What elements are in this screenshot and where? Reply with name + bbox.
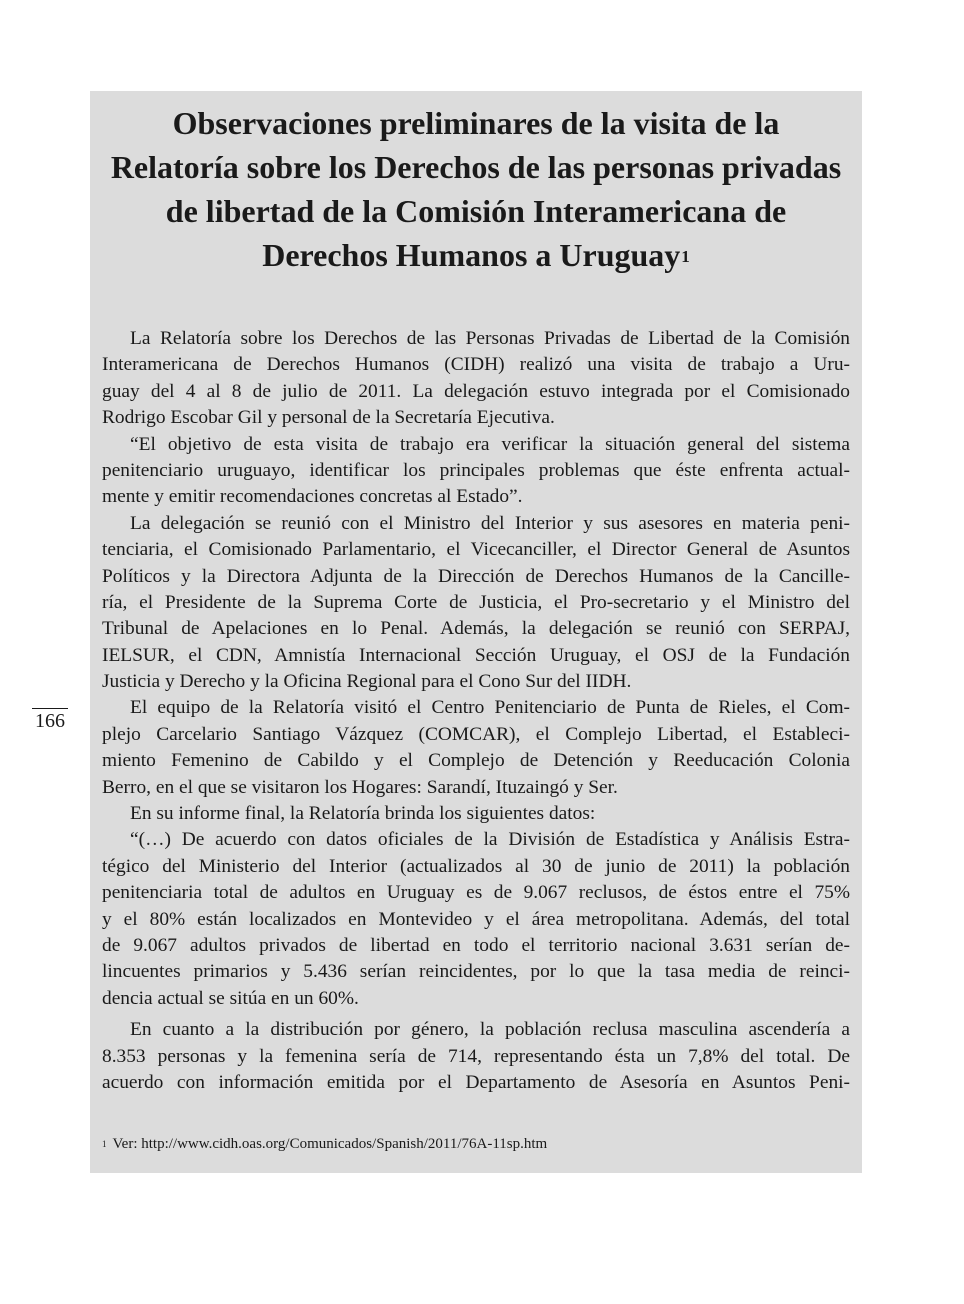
text-line: mente y emitir recomendaciones concretas al Estado”. xyxy=(102,486,523,508)
text-line: 8.353 personas y la femenina sería de 714, representando ésta un 7,8% del total. De xyxy=(102,1045,850,1067)
title-line: de libertad de la Comisión Interamericana de xyxy=(165,193,787,229)
text-line: En cuanto a la distribución por género, la población reclusa masculina ascendería a xyxy=(130,1019,850,1041)
text-line: acuerdo con información emitida por el Departamento de Asesoría en Asuntos Peni- xyxy=(102,1071,850,1093)
text-line: y el 80% están localizados en Montevideo y el área metropolitana. Además, del total xyxy=(102,908,850,930)
footnote-text: Ver: http://www.cidh.oas.org/Comunicados/Spanish/2011/76A-11sp.htm xyxy=(112,1136,548,1152)
text-line: “El objetivo de esta visita de trabajo era verificar la situación general del sistema xyxy=(130,433,850,455)
text-line: tégico del Ministerio del Interior (actualizados al 30 de junio de 2011) la población xyxy=(102,855,850,877)
title-line: Relatoría sobre los Derechos de las personas privadas xyxy=(110,149,842,185)
text-line: Berro, en el que se visitaron los Hogares: Sarandí, Ituzaingó y Ser. xyxy=(102,776,618,798)
text-line: La delegación se reunió con el Ministro del Interior y sus asesores en materia peni- xyxy=(130,512,850,534)
text-line: miento Femenino de Cabildo y el Complejo de Detención y Reeducación Colonia xyxy=(102,750,850,772)
text-line: plejo Carcelario Santiago Vázquez (COMCAR), el Complejo Libertad, el Estableci- xyxy=(102,723,850,745)
shaded-content-box xyxy=(90,91,862,1173)
body-text xyxy=(102,326,850,1096)
title-line xyxy=(90,233,862,277)
footnote xyxy=(102,1134,850,1154)
text-line: Justicia y Derecho y la Oficina Regional para el Cono Sur del IIDH. xyxy=(102,671,632,693)
text-line: tenciaria, el Comisionado Parlamentario, el Vicecanciller, el Director General de Asuntos xyxy=(102,539,850,561)
text-line: Interamericana de Derechos Humanos (CIDH) realizó una visita de trabajo a Uru- xyxy=(102,354,850,376)
title-footnote-marker: 1 xyxy=(681,247,690,266)
text-line: IELSUR, el CDN, Amnistía Internacional Sección Uruguay, el OSJ de la Fundación xyxy=(102,644,850,666)
text-line: ría, el Presidente de la Suprema Corte de Justicia, el Pro-secretario y el Ministro del xyxy=(102,591,850,613)
text-line: En su informe final, la Relatoría brinda los siguientes datos: xyxy=(130,803,596,825)
text-line: dencia actual se sitúa en un 60%. xyxy=(102,987,359,1009)
text-line: La Relatoría sobre los Derechos de las Personas Privadas de Libertad de la Comisión xyxy=(130,328,850,349)
text-line: guay del 4 al 8 de julio de 2011. La delegación estuvo integrada por el Comisionado xyxy=(102,380,850,402)
text-line: Rodrigo Escobar Gil y personal de la Secretaría Ejecutiva. xyxy=(102,407,555,429)
footnote-marker: 1 xyxy=(102,1139,107,1149)
title-line-text: Derechos Humanos a Uruguay xyxy=(262,237,681,273)
text-line: de 9.067 adultos privados de libertad en todo el territorio nacional 3.631 serían de- xyxy=(102,934,850,956)
text-line: lincuentes primarios y 5.436 serían reincidentes, por lo que la tasa media de reinci- xyxy=(102,961,850,983)
title-line: Observaciones preliminares de la visita de la xyxy=(172,105,780,141)
page-number: 166 xyxy=(32,708,68,733)
text-line: penitenciaria total de adultos en Uruguay es de 9.067 reclusos, de éstos entre el 75% xyxy=(102,882,850,904)
page-title xyxy=(90,101,862,277)
text-line: Tribunal de Apelaciones en lo Penal. Además, la delegación se reunió con SERPAJ, xyxy=(102,618,850,640)
text-line: El equipo de la Relatoría visitó el Centro Penitenciario de Punta de Rieles, el Com- xyxy=(130,697,850,719)
text-line: “(…) De acuerdo con datos oficiales de la División de Estadística y Análisis Estra- xyxy=(130,829,850,851)
text-line: Políticos y la Directora Adjunta de la Dirección de Derechos Humanos de la Cancille- xyxy=(102,565,850,587)
text-line: penitenciario uruguayo, identificar los principales problemas que éste enfrenta actual- xyxy=(102,459,850,481)
